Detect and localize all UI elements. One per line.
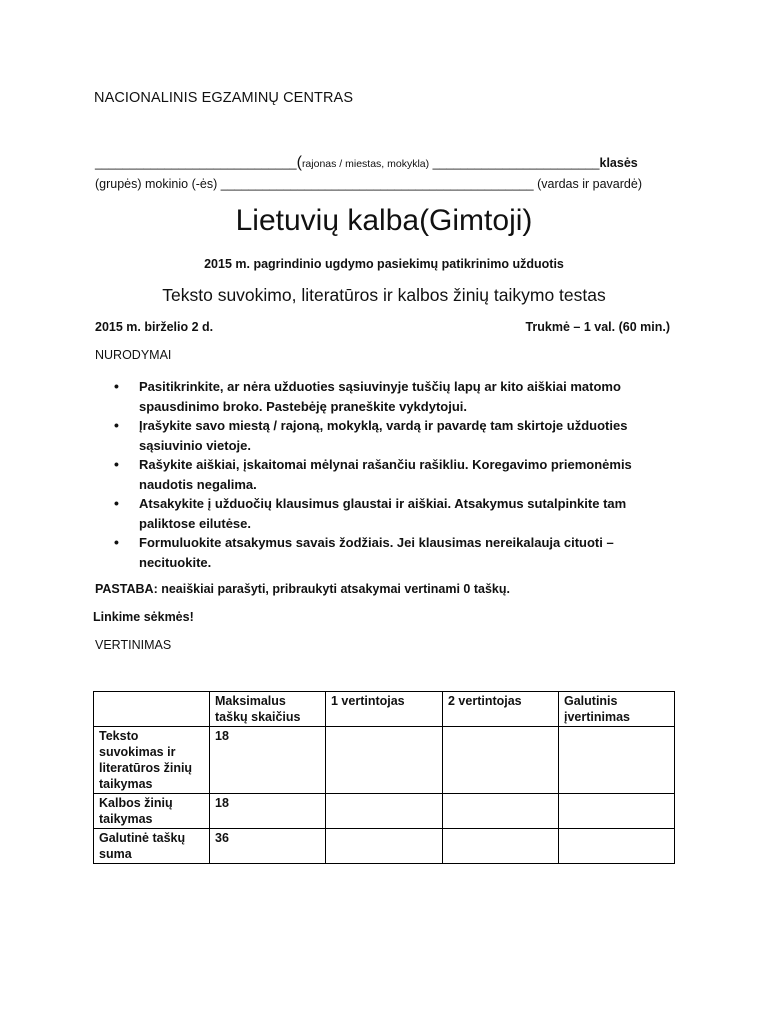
test-name: Teksto suvokimo, literatūros ir kalbos žinių taikymo testas <box>162 285 606 305</box>
exam-subtitle: 2015 m. pagrindinio ugdymo pasiekimų patikrinimo užduotis <box>204 257 564 271</box>
rater2-cell[interactable] <box>443 829 559 864</box>
note-text: PASTABA: neaiškiai parašyti, pribraukyti atsakymai vertinami 0 taškų. <box>95 582 510 596</box>
rater1-cell[interactable] <box>326 727 443 794</box>
instructions-list <box>114 377 674 572</box>
exam-title: Lietuvių kalba(Gimtoji) <box>235 204 533 237</box>
table-row <box>94 829 675 864</box>
instruction-text: Pasitikrinkite, ar nėra užduoties sąsiuvinyje tuščių lapų ar kito aiškiai matomo spausdinimo broko. Pastebėję praneškite vykdytojui. <box>139 379 621 414</box>
max-points: 18 <box>210 727 326 794</box>
bullet-icon: • <box>114 456 119 472</box>
rater1-cell[interactable] <box>326 829 443 864</box>
row-label: Galutinė taškų suma <box>94 829 210 864</box>
header-cell <box>94 692 210 727</box>
header-cell: 2 vertintojas <box>443 692 559 727</box>
student-blank: _____________________________________________ <box>220 177 534 191</box>
school-hint: rajonas / miestas, mokykla) <box>301 158 430 170</box>
good-luck-text: Linkime sėkmės! <box>93 610 194 624</box>
school-hint-paren: ( <box>296 154 302 171</box>
class-blank: ________________________ <box>432 156 600 170</box>
rater1-cell[interactable] <box>326 794 443 829</box>
student-prefix: (grupės) mokinio (-ės) <box>95 177 218 191</box>
final-cell[interactable] <box>559 727 675 794</box>
school-blank: _____________________________ <box>95 156 297 170</box>
header-cell: 1 vertintojas <box>326 692 443 727</box>
evaluation-heading: VERTINIMAS <box>95 638 172 652</box>
list-item <box>114 377 674 416</box>
max-points: 36 <box>210 829 326 864</box>
bullet-icon: • <box>114 417 119 433</box>
row-label: Kalbos žinių taikymas <box>94 794 210 829</box>
list-item <box>114 494 674 533</box>
rater2-cell[interactable] <box>443 727 559 794</box>
evaluation-table <box>93 691 675 864</box>
list-item <box>114 533 674 572</box>
exam-date: 2015 m. birželio 2 d. <box>95 320 214 334</box>
class-label: klasės <box>599 156 638 170</box>
header-cell: Maksimalus taškų skaičius <box>210 692 326 727</box>
instruction-text: Rašykite aiškiai, įskaitomai mėlynai rašančiu rašikliu. Koregavimo priemonėmis naudotis negalima. <box>139 457 632 492</box>
max-points: 18 <box>210 794 326 829</box>
school-fill-line <box>95 154 638 172</box>
list-item <box>114 455 674 494</box>
table-header-row <box>94 692 675 727</box>
final-cell[interactable] <box>559 794 675 829</box>
instruction-text: Įrašykite savo miestą / rajoną, mokyklą, vardą ir pavardę tam skirtoje užduoties sąsiuvinio vietoje. <box>139 418 628 453</box>
bullet-icon: • <box>114 534 119 550</box>
table-row <box>94 727 675 794</box>
instruction-text: Formuluokite atsakymus savais žodžiais. Jei klausimas nereikalauja cituoti – necituokite. <box>139 535 614 570</box>
final-cell[interactable] <box>559 829 675 864</box>
table-row <box>94 794 675 829</box>
bullet-icon: • <box>114 495 119 511</box>
exam-duration: Trukmė – 1 val. (60 min.) <box>525 320 670 334</box>
list-item <box>114 416 674 455</box>
student-hint: (vardas ir pavardė) <box>537 177 642 191</box>
rater2-cell[interactable] <box>443 794 559 829</box>
row-label: Teksto suvokimas ir literatūros žinių taikymas <box>94 727 210 794</box>
instructions-heading: NURODYMAI <box>95 348 172 362</box>
instruction-text: Atsakykite į užduočių klausimus glaustai ir aiškiai. Atsakymus sutalpinkite tam paliktose eilutėse. <box>139 496 627 531</box>
student-fill-line <box>95 177 642 191</box>
header-cell: Galutinis įvertinimas <box>559 692 675 727</box>
bullet-icon: • <box>114 378 119 394</box>
organization-name: NACIONALINIS EGZAMINŲ CENTRAS <box>94 90 354 106</box>
